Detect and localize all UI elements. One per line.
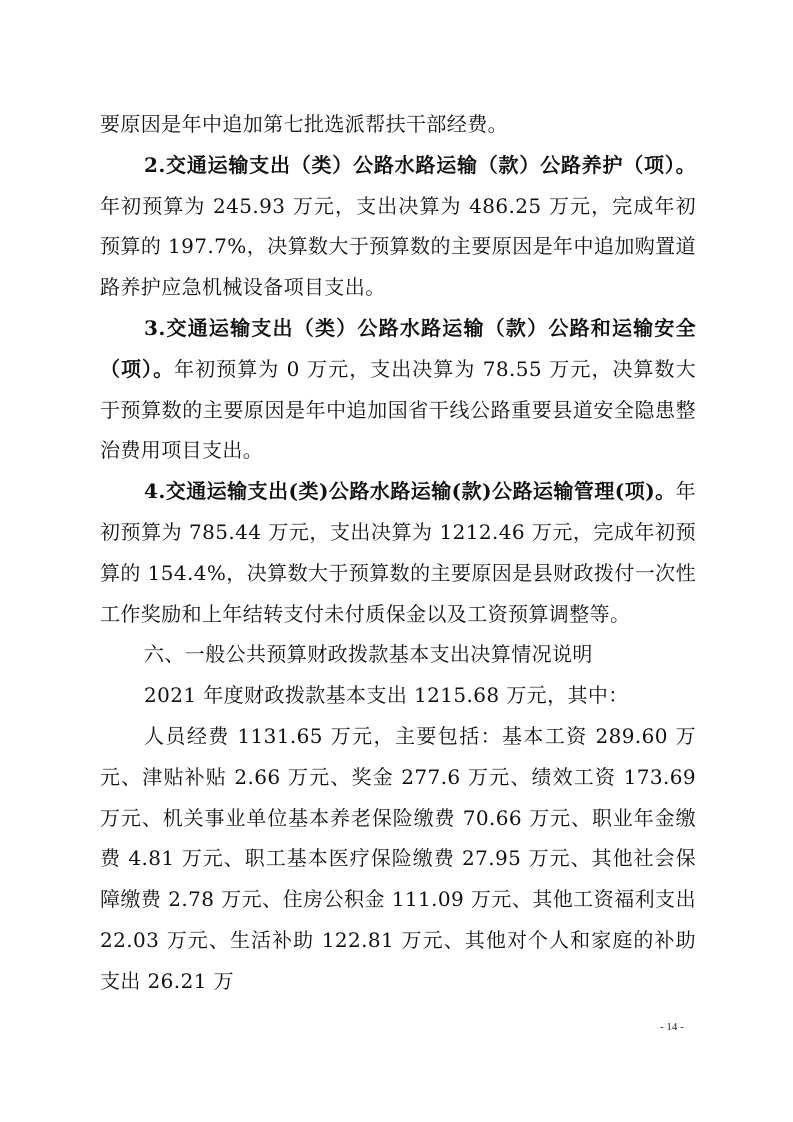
paragraph-continuation — [100, 104, 696, 145]
item-body: 年初预算为 785.44 万元，支出决算为 1212.46 万元，完成年初预算的 154.4%，决算数大于预算数的主要原因是县财政拨付一次性工作奖励和上年结转支付未付质保金以及工资预算调整等。 — [100, 479, 696, 626]
paragraph-item-4 — [100, 471, 696, 634]
item-body: 年初预算为 245.93 万元，支出决算为 486.25 万元，完成年初预算的 197.7%，决算数大于预算数的主要原因是年中追加购置道路养护应急机械设备项目支出。 — [100, 193, 696, 300]
paragraph-personnel-expenses — [100, 716, 696, 1002]
paragraph-text: 要原因是年中追加第七批选派帮扶干部经费。 — [100, 112, 508, 136]
page-content — [100, 104, 696, 1002]
paragraph-basic-expenditure — [100, 675, 696, 716]
paragraph-item-2 — [100, 145, 696, 308]
item-heading: 3.交通运输支出（类）公路水路运输（款）公路和运输安全（项）。 — [100, 315, 696, 381]
item-body: 年初预算为 0 万元，支出决算为 78.55 万元，决算数大于预算数的主要原因是年中追加国省干线公路重要县道安全隐患整治费用项目支出。 — [100, 356, 696, 463]
section-heading — [100, 634, 696, 675]
item-heading: 2.交通运输支出（类）公路水路运输（款）公路养护（项）。 — [144, 152, 696, 177]
section-heading-text: 六、一般公共预算财政拨款基本支出决算情况说明 — [144, 642, 593, 667]
paragraph-item-3 — [100, 308, 696, 471]
paragraph-text: 人员经费 1131.65 万元，主要包括：基本工资 289.60 万元、津贴补贴 2.66 万元、奖金 277.6 万元、绩效工资 173.69 万元、机关事业单位基本养老保险缴费 70.66 万元、职业年金缴费 4.81 万元、职工基本医疗保险缴费 27.95 万元、其他社会保障缴费 2.78 万元、住房公积金 111.09 万元、其他工资福利支出 22.03 万元、生活补助 122.81 万元、其他对个人和家庭的补助支出 26.21 万 — [100, 723, 696, 993]
page-number: - 14 - — [660, 1021, 684, 1033]
paragraph-text: 2021 年度财政拨款基本支出 1215.68 万元，其中： — [144, 683, 629, 708]
item-heading: 4.交通运输支出(类)公路水路运输(款)公路运输管理(项)。 — [144, 479, 676, 504]
